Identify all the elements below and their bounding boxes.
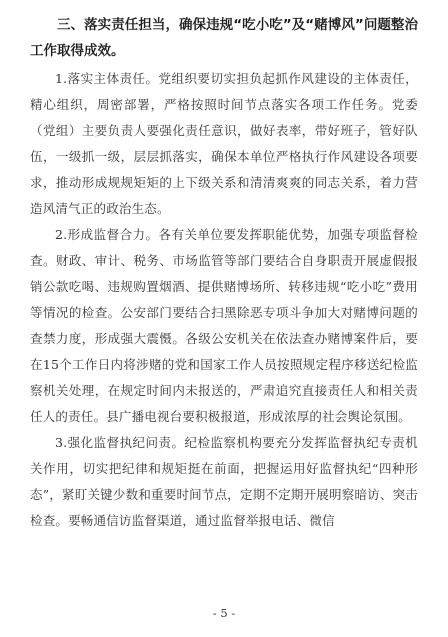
page-number: - 5 - [212,606,236,620]
paragraph-supervision-synergy: 2.形成监督合力。各有关单位要发挥职能优势，加强专项监督检查。财政、审计、税务、市场监管等部门要结合自身职责开展虚假报销公款吃喝、违规购置烟酒、提供赌博场所、转移违规“吃小吃”费用等情况的检查。公安部门要结合扫黑除恶专项斗争加大对赌博问题的查禁力度，形成强大震慑。各级公安机关在依法查办赌博案件后，要在15个工作日内将涉赌的党和国家工作人员按照规定程序移送纪检监察机关处理，在规定时间内未报送的，严肃追究直接责任人和相关责任人的责任。县广播电视台要积极报道，形成浓厚的社会舆论氛围。 [30,227,418,424]
paragraph-discipline-accountability: 3.强化监督执纪问责。纪检监察机构要充分发挥监督执纪专责机关作用，切实把纪律和规矩挺在前面，把握运用好监督执纪“四种形态”，紧盯关键少数和重要时间节点，定期不定期开展明察暗访、突击检查。要畅通信访监督渠道，通过监督举报电话、微信 [30,435,418,528]
section-heading: 三、落实责任担当，确保违规“吃小吃”及“赌博风”问题整治工作取得成效。 [30,17,418,59]
paragraph-main-responsibility: 1.落实主体责任。党组织要切实担负起抓作风建设的主体责任，精心组织，周密部署，严格按照时间节点落实各项工作任务。党委（党组）主要负责人要强化责任意识，做好表率，带好班子，管好队伍，一级抓一级，层层抓落实，确保本单位严格执行作风建设各项要求，推动形成规规矩矩的上下级关系和清清爽爽的同志关系，着力营造风清气正的政治生态。 [30,71,418,216]
